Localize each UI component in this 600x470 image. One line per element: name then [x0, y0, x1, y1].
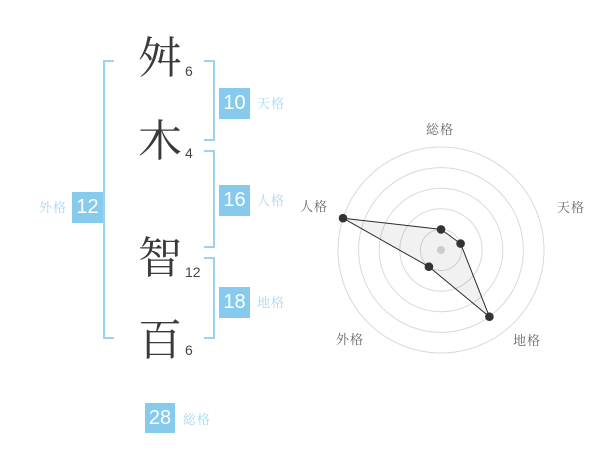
- gaikaku-label: 外格: [38, 200, 67, 215]
- chikaku-label: 地格: [257, 295, 286, 310]
- radar-data-point: [437, 225, 446, 234]
- radar-axis-label-tenkaku: 天格: [556, 200, 585, 215]
- radar-axis-label-soukaku: 総格: [425, 122, 454, 137]
- soukaku-value-box: 28: [145, 403, 175, 433]
- stroke-count-3: 12: [185, 264, 201, 280]
- radar-chart-svg: [300, 110, 590, 360]
- jinkaku-value-box: 16: [219, 185, 250, 216]
- radar-axis-label-chikaku: 地格: [512, 333, 541, 348]
- stroke-count-4: 6: [185, 342, 193, 358]
- jinkaku-bracket: [204, 150, 215, 248]
- radar-chart: [300, 110, 590, 360]
- radar-data-point: [339, 214, 348, 223]
- name-character-4: 百: [138, 316, 182, 365]
- name-character-2: 木: [138, 117, 182, 166]
- radar-data-point: [425, 262, 434, 271]
- tenkaku-value-box: 10: [219, 88, 250, 119]
- name-character-1: 舛: [138, 34, 182, 83]
- stroke-count-2: 4: [185, 145, 193, 161]
- radar-axis-label-gaikaku: 外格: [335, 332, 364, 347]
- chikaku-bracket: [204, 257, 215, 339]
- soukaku-label: 総格: [183, 412, 212, 427]
- radar-data-point: [456, 239, 465, 248]
- tenkaku-label: 天格: [257, 96, 286, 111]
- tenkaku-bracket: [204, 60, 215, 141]
- radar-data-point: [485, 312, 494, 321]
- jinkaku-label: 人格: [257, 193, 286, 208]
- chikaku-value-box: 18: [219, 287, 250, 318]
- radar-axis-label-jinkaku: 人格: [299, 199, 328, 214]
- radar-center-dot: [437, 246, 445, 254]
- gaikaku-value-box: 12: [72, 192, 103, 223]
- stroke-count-1: 6: [185, 63, 193, 79]
- gaikaku-bracket: [103, 60, 114, 339]
- name-character-3: 智: [138, 234, 182, 283]
- radar-data-polygon: [343, 218, 489, 317]
